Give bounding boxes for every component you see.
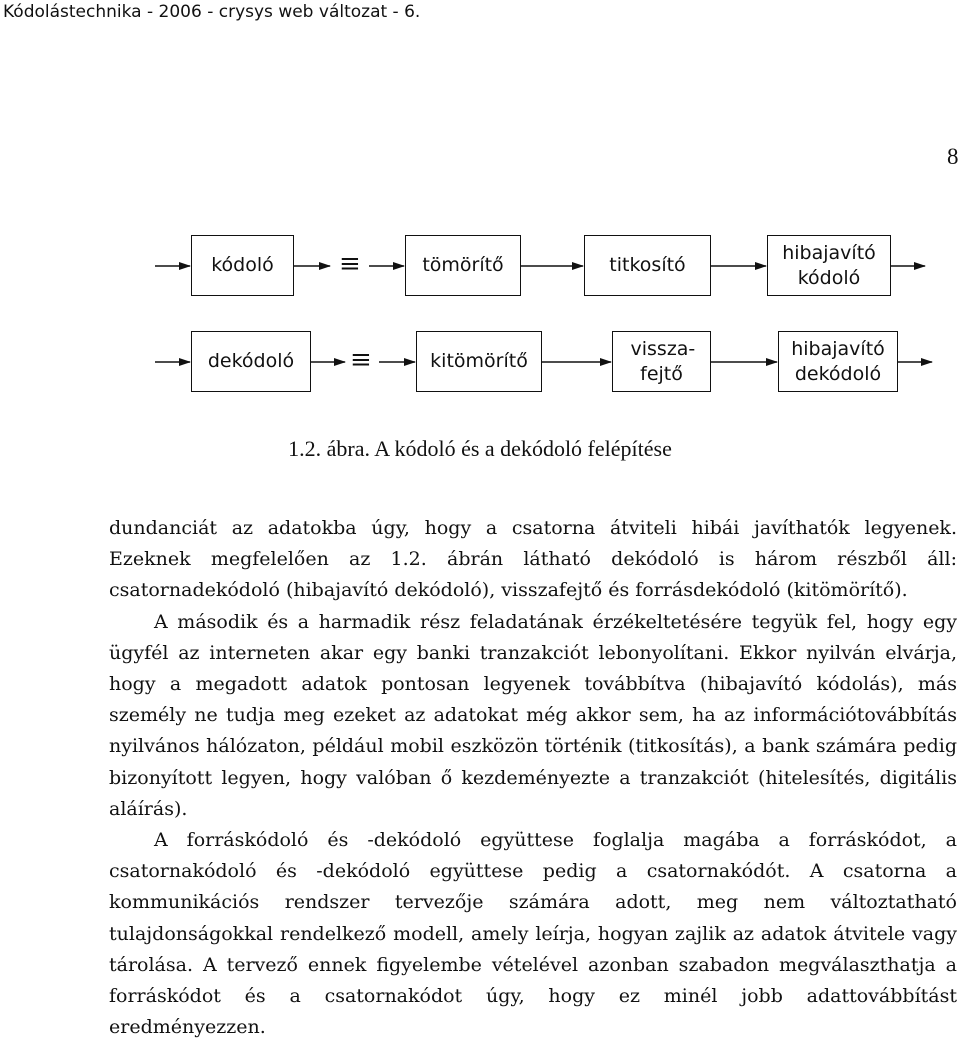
header-title: Kódolástechnika - 2006 - crysys web változat - 6.: [3, 2, 421, 22]
decompressor-box: [416, 331, 542, 392]
compressor-box: [405, 235, 521, 296]
encoder-label: kódoló: [211, 254, 274, 277]
encryptor-box: [584, 235, 711, 296]
error-correcting-encoder-label: hibajavító kódoló: [782, 242, 876, 289]
decoder-label: dekódoló: [207, 350, 295, 373]
decompressor-label: kitömörítő: [430, 350, 528, 373]
equivalence-symbol: ≡: [350, 345, 372, 375]
decoder-box: [191, 331, 311, 392]
page-number: 8: [947, 144, 959, 169]
encryptor-label: titkosító: [609, 254, 686, 277]
error-correcting-encoder-box: [767, 235, 891, 296]
equivalence-symbol: ≡: [339, 249, 361, 279]
figure-caption: 1.2. ábra. A kódoló és a dekódoló felépítése: [288, 436, 672, 461]
body-text: [109, 513, 957, 1043]
compressor-label: tömörítő: [422, 254, 504, 277]
paragraph: A második és a harmadik rész feladatának érzékeltetésére tegyük fel, hogy egy ügyfél az interneten akar egy banki tranzakciót lebonyolítani. Ekkor nyilván elvárja, hogy a megadott adatok pontosan legyenek továbbítva (hibajavító kódolás), más személy ne tudja meg ezeket az adatokat még akkor sem, ha az információtovábbítás nyilvános hálózaton, például mobil eszközön történik (titkosítás), a bank számára pedig bizonyított legyen, hogy valóban ő kezdeményezte a tranzakciót (hitelesítés, digitális aláírás).: [109, 610, 957, 820]
paragraph: A forráskódoló és -dekódoló együttese foglalja magába a forráskódot, a csatornakódoló és -dekódoló együttese pedig a csatornakódót. A csatorna a kommunikációs rendszer tervezője számára adott, meg nem változtatható tulajdonságokkal rendelkező modell, amely leírja, hogyan zajlik az adatok átvitele vagy tárolása. A tervező ennek figyelembe vételével azonban szabadon megválaszthatja a forráskódot és a csatornakódot úgy, hogy ez minél jobb adattovábbítást eredményezzen.: [109, 829, 957, 1039]
encoder-box: [191, 235, 294, 296]
decryptor-box: [612, 331, 711, 392]
error-correcting-decoder-box: [778, 331, 898, 392]
paragraph: dundanciát az adatokba úgy, hogy a csatorna átviteli hibái javíthatók legyenek. Ezeknek megfelelően az 1.2. ábrán látható dekódoló is három részből áll: csatornadekódoló (hibajavító dekódoló), visszafejtő és forrásdekódoló (kitömörítő).: [109, 517, 957, 602]
error-correcting-decoder-label: hibajavító dekódoló: [791, 338, 885, 385]
decryptor-label: vissza-fejtő: [630, 338, 696, 385]
